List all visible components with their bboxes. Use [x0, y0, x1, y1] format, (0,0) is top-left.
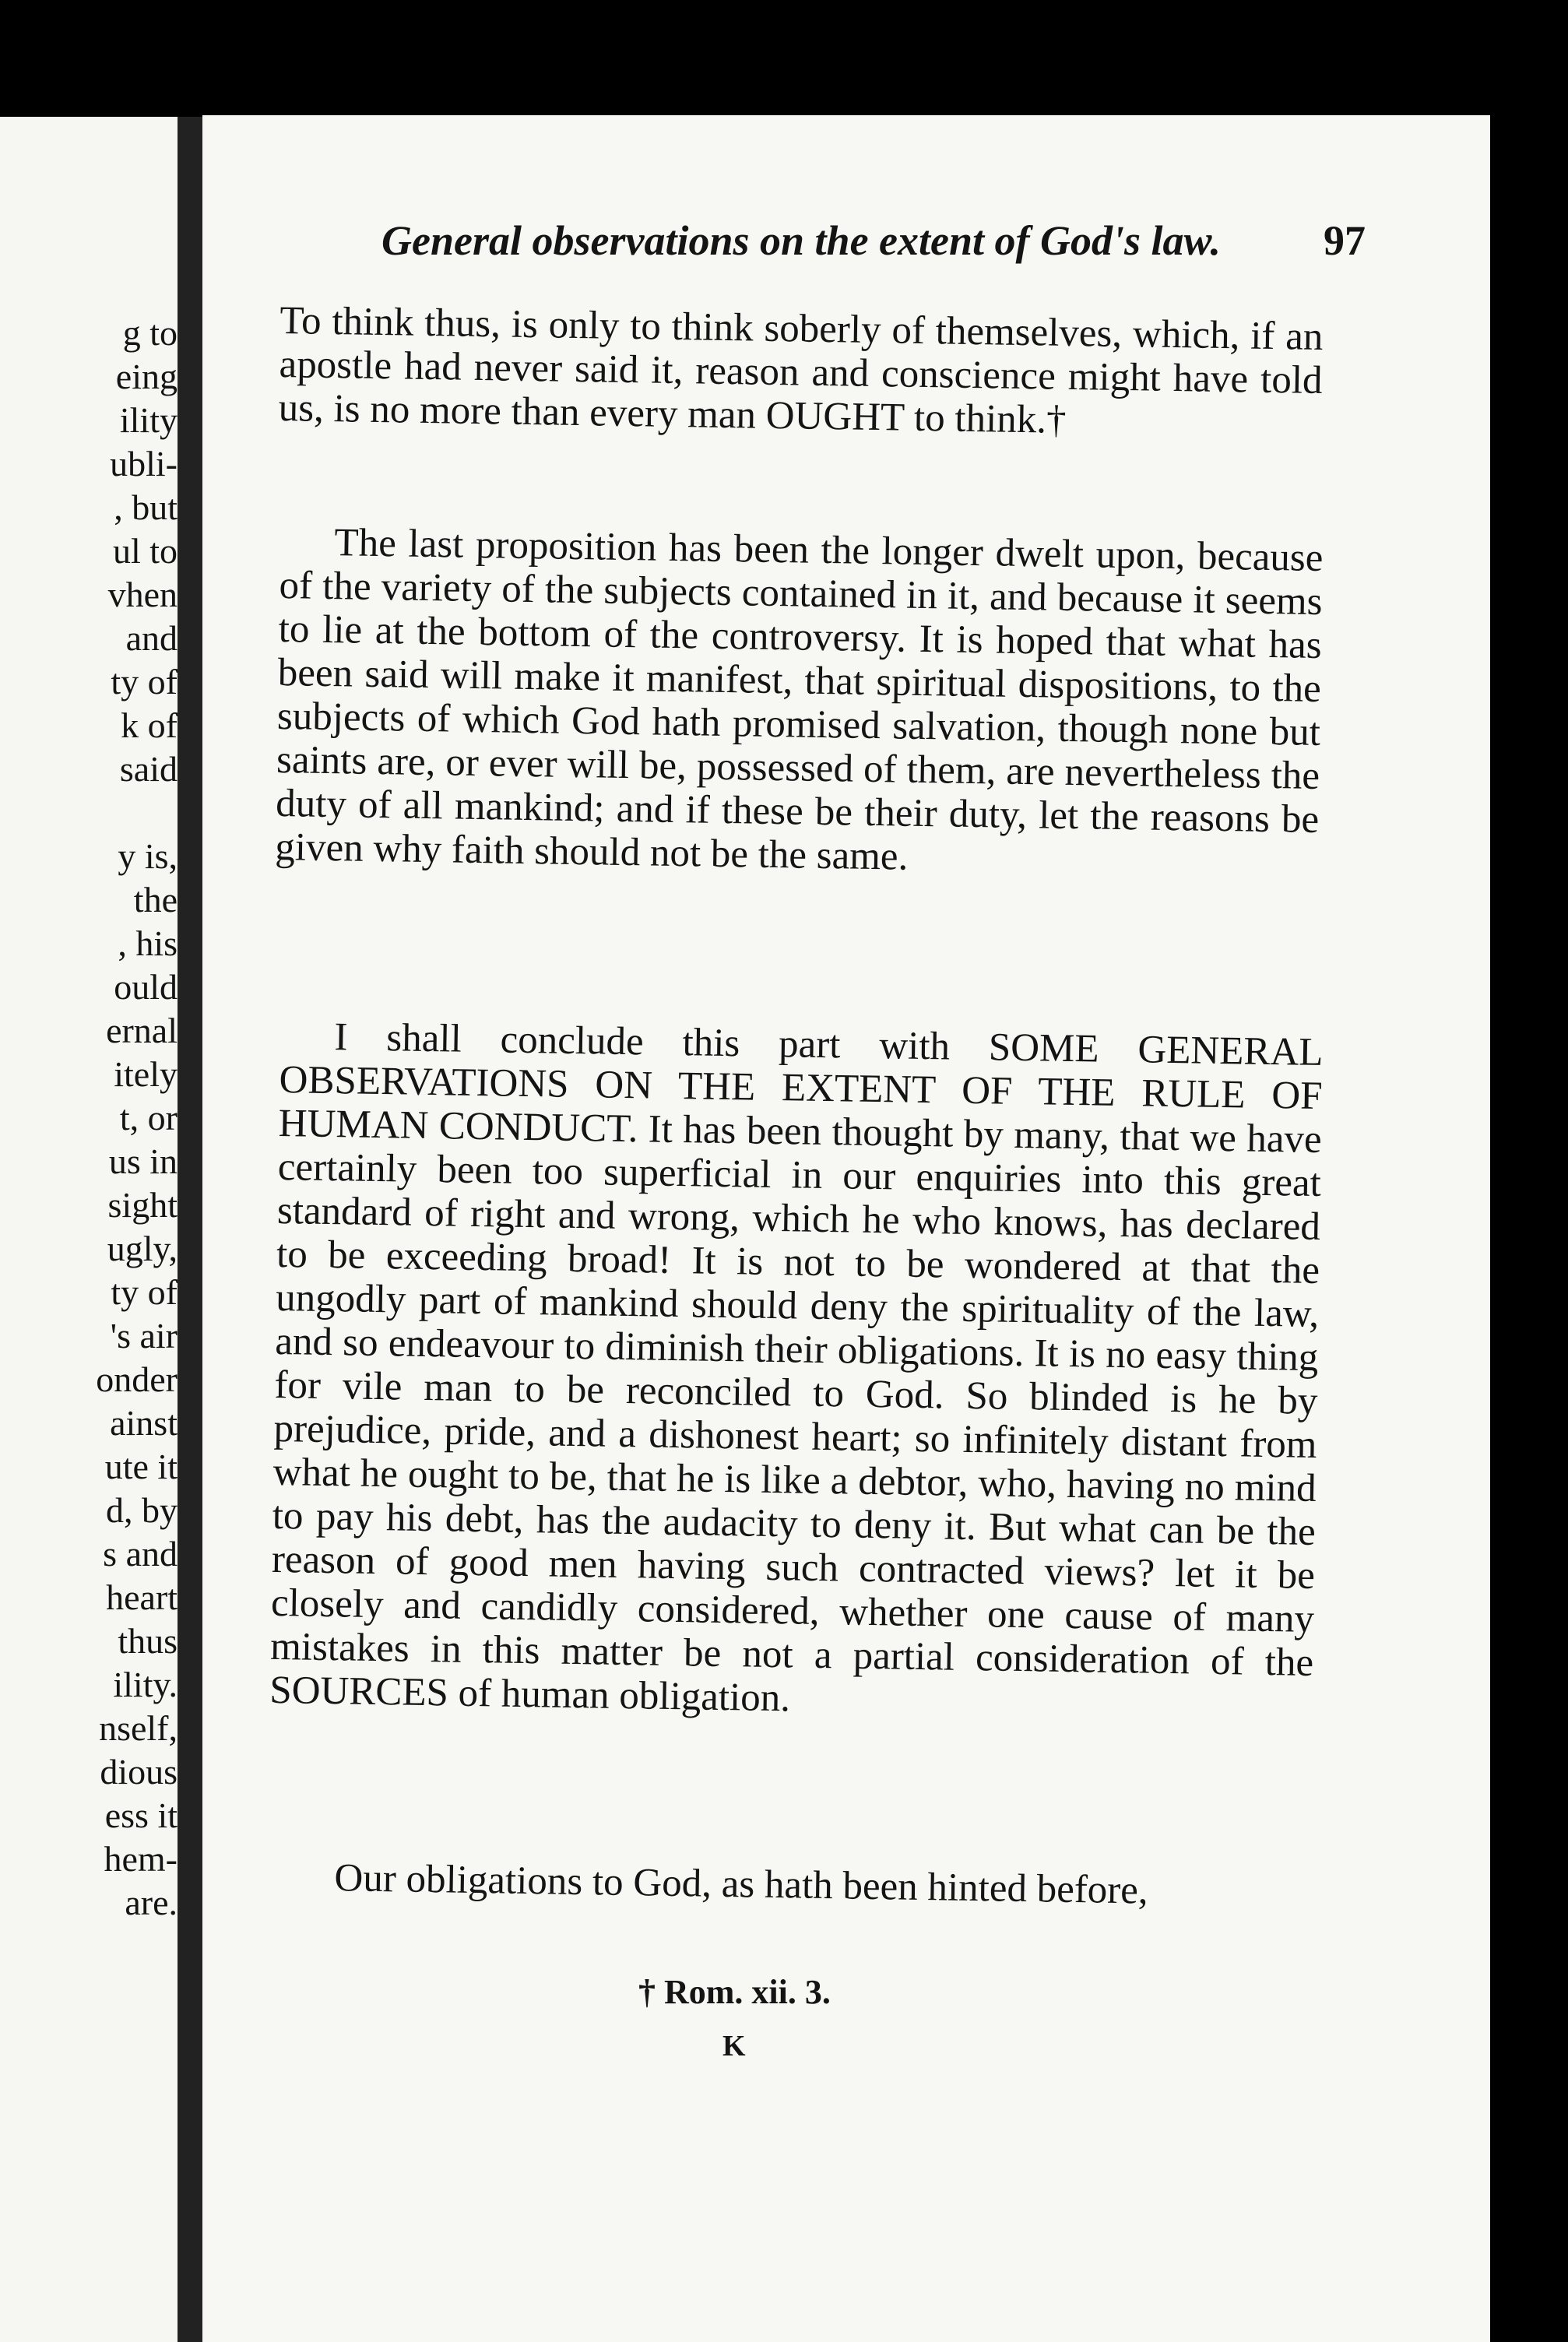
paragraph-3-text: I shall conclude this part with SOME GENERAL OBSERVATIONS ON THE EXTENT OF THE RULE OF HUMAN CONDUCT. It has been thought by many, that we have certainly been too superficial in our enquiries into this great standard of right and wrong, which he who knows, has declared to be exceeding broad! It is not to be wondered at that the ungodly part of mankind should deny the spirituality of the law, and so endeavour to diminish their obligations. It is no easy thing for vile man to be reconciled to God. So blinded is he by prejudice, pride, and a dishonest heart; so infinitely distant from what he ought to be, that he is like a debtor, who, having no mind to pay his debt, has the audacity to deny it. But what can be the reason of good men having such contracted views? let it be closely and candidly considered, whether one cause of many mistakes in this matter be not a partial consideration of the SOURCES of human obligation.: [269, 1015, 1324, 1721]
left-page-line: the: [133, 880, 178, 920]
left-page-line: ess it: [104, 1795, 178, 1835]
paragraph-4: [279, 1855, 1324, 1915]
paragraph-4-text: Our obligations to God, as hath been hinted before,: [334, 1856, 1149, 1913]
left-page-line: ility.: [113, 1665, 178, 1704]
scan-border: [1490, 115, 1568, 2342]
left-page-line: ul to: [112, 531, 178, 571]
page-number: 97: [1324, 217, 1366, 264]
book-gutter: [178, 117, 202, 2342]
paragraph-2-text: The last proposition has been the longer dwelt upon, because of the variety of the subjects contained in it, and because it seems to lie at the bottom of the controversy. It is hoped that what has been said will make it manifest, that spiritual dispositions, to the subjects of which God hath promised salvation, though none but saints are, or ever will be, possessed of them, are nevertheless the duty of all mankind; and if these be their duty, let the reasons be given why faith should not be the same.: [274, 521, 1324, 879]
left-page-line: sight: [107, 1185, 178, 1225]
left-page-line: itely: [114, 1054, 178, 1094]
left-page-line: ubli-: [110, 444, 178, 484]
right-page: [202, 115, 1490, 2342]
left-page-line: vhen: [107, 575, 178, 614]
paragraph-1: [278, 299, 1323, 446]
left-page-line: ty of: [111, 662, 178, 702]
left-page-line: y is,: [118, 836, 178, 876]
left-page-line: heart: [106, 1577, 178, 1617]
left-page-line: ould: [114, 967, 178, 1007]
left-page-line: dious: [100, 1752, 178, 1792]
left-page-line: and: [125, 618, 178, 658]
left-page-line: ty of: [111, 1272, 178, 1312]
left-page-line: said: [119, 749, 178, 789]
left-page-line: g to: [122, 313, 178, 353]
left-page-line: d, by: [106, 1490, 178, 1530]
paragraph-2: [275, 520, 1324, 885]
left-page-line: t, or: [119, 1098, 178, 1138]
left-page-line: ernal: [106, 1011, 178, 1050]
left-page-line: 's air: [110, 1316, 178, 1356]
left-page-line: us in: [108, 1141, 178, 1181]
footnote: † Rom. xii. 3.: [638, 1973, 831, 2011]
left-page-fragment: [0, 117, 178, 2342]
left-page-line: , his: [118, 923, 178, 963]
left-page-line: eing: [115, 357, 178, 396]
left-page-line: ility: [119, 400, 178, 440]
left-page-line: ugly,: [107, 1229, 178, 1268]
left-page-line: are.: [125, 1883, 178, 1922]
signature-mark: K: [722, 2030, 746, 2062]
left-page-line: thus: [118, 1621, 178, 1661]
left-page-line: , but: [114, 487, 178, 527]
left-page-line: ainst: [110, 1403, 178, 1443]
left-page-line: onder: [96, 1359, 178, 1399]
running-head: General observations on the extent of God's law.: [381, 217, 1222, 264]
paragraph-3: [269, 1015, 1324, 1728]
left-page-line: hem-: [104, 1839, 178, 1879]
left-page-line: ute it: [104, 1447, 178, 1486]
left-page-line: k of: [121, 705, 178, 745]
left-page-line: s and: [103, 1534, 178, 1574]
left-page-line: nself,: [99, 1708, 178, 1748]
paragraph-1-text: To think thus, is only to think soberly of themselves, which, if an apostle had never said it, reason and conscience might have told us, is no more than every man OUGHT to think.†: [278, 299, 1324, 442]
